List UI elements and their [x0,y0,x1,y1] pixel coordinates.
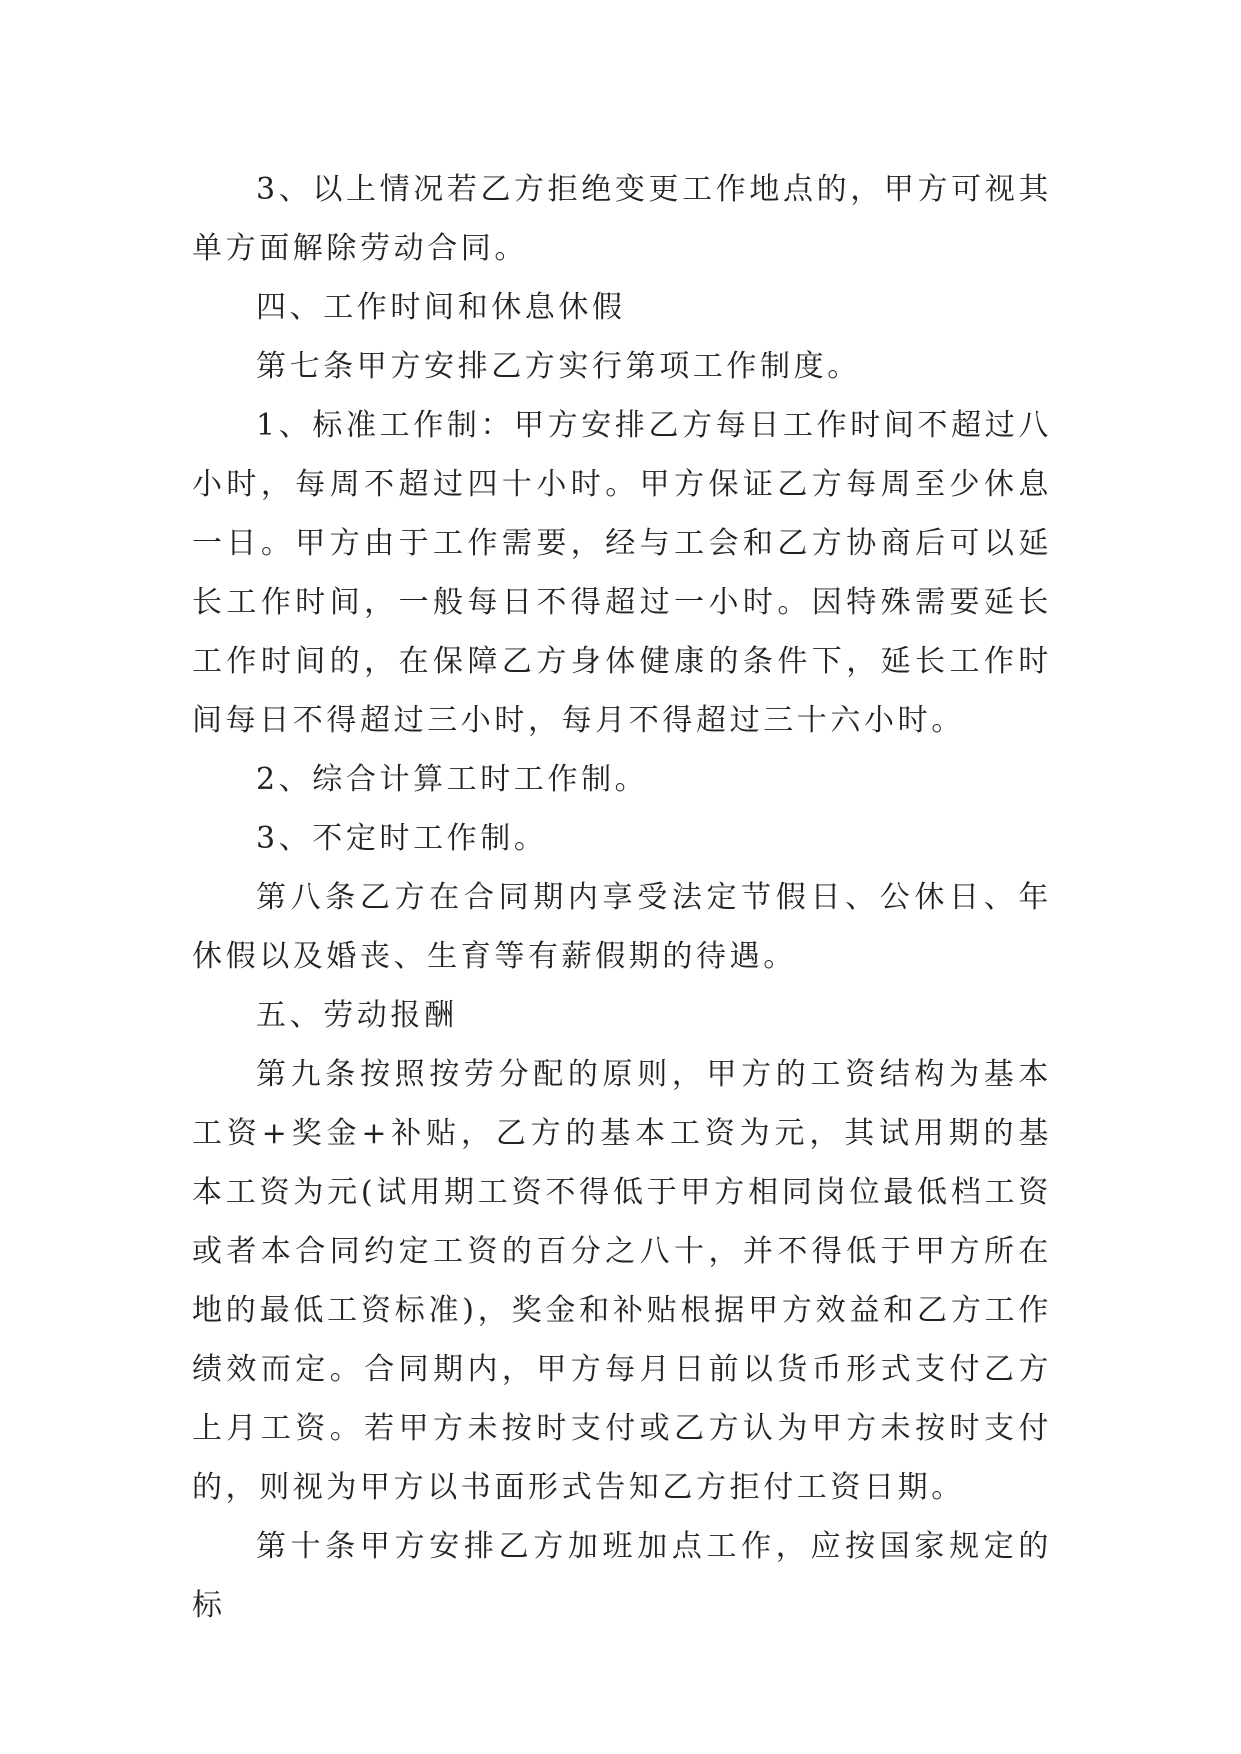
paragraph-article-8: 第八条乙方在合同期内享受法定节假日、公休日、年休假以及婚丧、生育等有薪假期的待遇。 [192,880,1052,974]
paragraph-article-10: 第十条甲方安排乙方加班加点工作，应按国家规定的标 [192,1529,1052,1623]
section-heading-working-hours: 四、工作时间和休息休假 [256,290,626,325]
paragraph-clause-3-relocation: 3、以上情况若乙方拒绝变更工作地点的，甲方可视其单方面解除劳动合同。 [192,172,1052,266]
paragraph-article-7: 第七条甲方安排乙方实行第项工作制度。 [256,349,861,384]
paragraph-article-9: 第九条按照按劳分配的原则，甲方的工资结构为基本工资+奖金+补贴，乙方的基本工资为元，其试用期的基本工资为元(试用期工资不得低于甲方相同岗位最低档工资或者本合同约定工资的百分之八十，并不得低于甲方所在地的最低工资标准)，奖金和补贴根据甲方效益和乙方工作绩效而定。合同期内，甲方每月日前以货币形式支付乙方上月工资。若甲方未按时支付或乙方认为甲方未按时支付的，则视为甲方以书面形式告知乙方拒付工资日期。 [192,1057,1052,1505]
document-body [192,160,1052,1635]
section-heading-remuneration: 五、劳动报酬 [256,998,458,1033]
paragraph-standard-work-system: 1、标准工作制：甲方安排乙方每日工作时间不超过八小时，每周不超过四十小时。甲方保证乙方每周至少休息一日。甲方由于工作需要，经与工会和乙方协商后可以延长工作时间，一般每日不得超过一小时。因特殊需要延长工作时间的，在保障乙方身体健康的条件下，延长工作时间每日不得超过三小时，每月不得超过三十六小时。 [192,408,1052,738]
paragraph-flexible-hours: 3、不定时工作制。 [256,821,548,856]
paragraph-comprehensive-hours: 2、综合计算工时工作制。 [256,762,649,797]
